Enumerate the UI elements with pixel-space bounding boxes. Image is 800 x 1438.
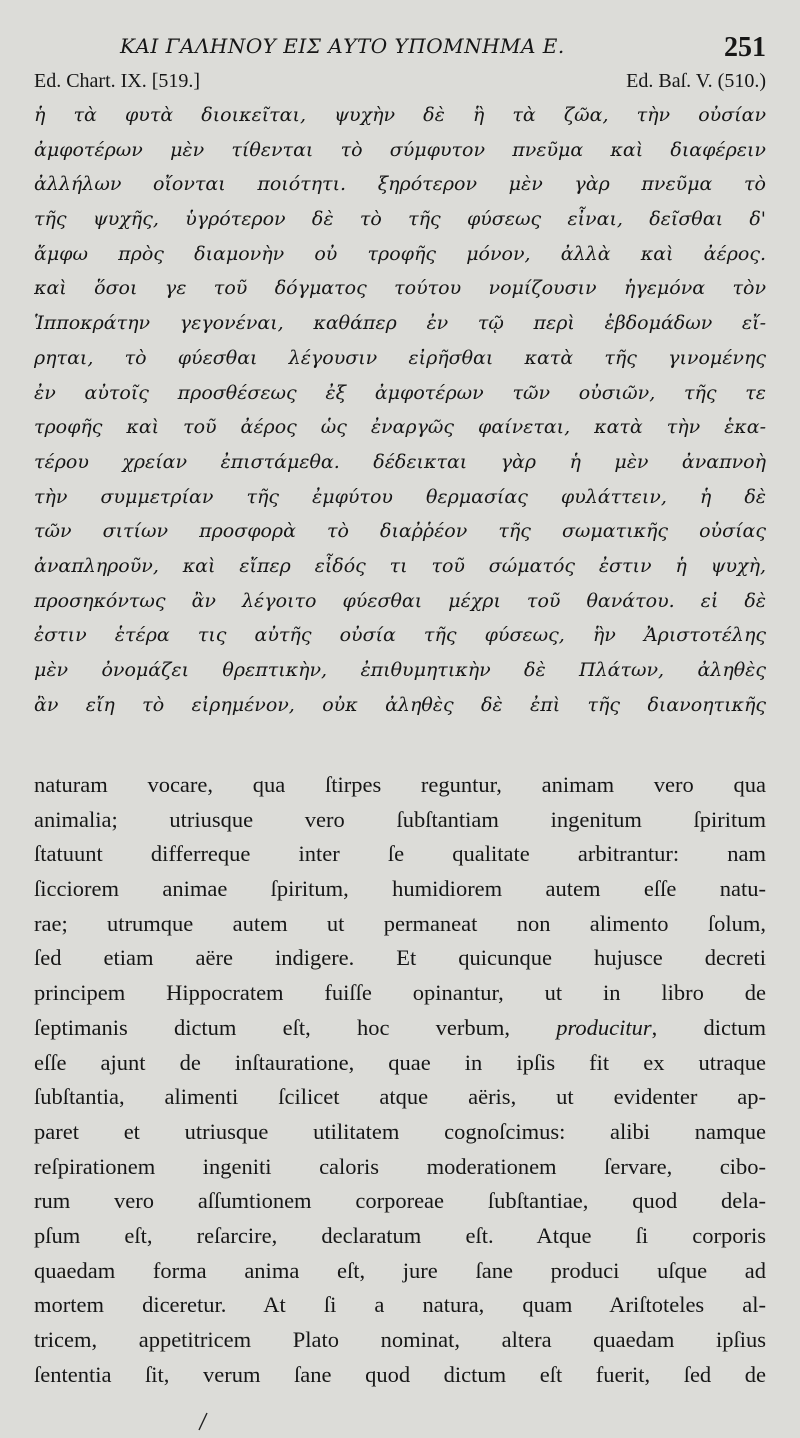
latin-line: naturam vocare, qua ſtirpes reguntur, animam vero qua <box>34 772 766 797</box>
greek-line: τῆς ψυχῆς, ὑγρότερον δὲ τὸ τῆς φύσεως εἶναι, δεῖσθαι δ' <box>34 208 766 231</box>
latin-line: paret et utriusque utilitatem cognoſcimus: alibi namque <box>34 1118 766 1144</box>
edition-chartier-reference: Ed. Chart. IX. [519.] <box>34 70 201 92</box>
latin-line: quaedam forma anima eſt, jure ſane produci uſque ad <box>34 1257 766 1283</box>
latin-line: eſſe ajunt de inſtauratione, quae in ipſis fit ex utraque <box>34 1049 766 1075</box>
greek-line: Ἱπποκράτην γεγονέναι, καθάπερ ἐν τῷ περὶ ἑβδομάδων εἴ- <box>34 312 766 335</box>
latin-line: ſententia ſit, verum ſane quod dictum eſt fuerit, ſed de <box>34 1361 766 1387</box>
latin-line-start: ſeptimanis dictum eſt, hoc verbum, <box>34 1014 511 1040</box>
greek-line: καὶ ὅσοι γε τοῦ δόγματος τούτου νομίζουσιν ἡγεμόνα τὸν <box>34 277 766 300</box>
edition-basel-reference: Ed. Baſ. V. (510.) <box>626 70 766 92</box>
latin-line: ſtatuunt differreque inter ſe qualitate arbitrantur: nam <box>34 841 766 867</box>
latin-line-with-italic <box>34 1011 766 1046</box>
greek-line: μὲν ὀνομάζει θρεπτικὴν, ἐπιθυμητικὴν δὲ Πλάτων, ἀληθὲς <box>34 659 766 681</box>
latin-text-block <box>34 768 766 1392</box>
greek-line: ἀλλήλων οἴονται ποιότητι. ξηρότερον μὲν γὰρ πνεῦμα τὸ <box>34 173 766 196</box>
latin-line: principem Hippocratem fuiſſe opinantur, ut in libro de <box>34 980 766 1006</box>
greek-line: ἐν αὐτοῖς προσθέσεως ἐξ ἀμφοτέρων τῶν οὐσιῶν, τῆς τε <box>34 381 766 404</box>
greek-text-block <box>34 98 766 722</box>
greek-line: ἡ τὰ φυτὰ διοικεῖται, ψυχὴν δὲ ἣ τὰ ζῶα, τὴν οὐσίαν <box>34 104 766 126</box>
greek-line: ἄμφω πρὸς διαμονὴν οὐ τροφῆς μόνον, ἀλλὰ καὶ ἀέρος. <box>34 242 766 265</box>
running-head <box>34 30 766 66</box>
greek-line: προσηκόντως ἂν λέγοιτο φύεσθαι μέχρι τοῦ θανάτου. εἰ δὲ <box>34 589 766 612</box>
latin-line: tricem, appetitricem Plato nominat, altera quaedam ipſius <box>34 1327 766 1352</box>
greek-line: ρηται, τὸ φύεσθαι λέγουσιν εἰρῆσθαι κατὰ τῆς γινομένης <box>34 346 766 369</box>
latin-line: pſum eſt, reſarcire, declaratum eſt. Atque ſi corporis <box>34 1222 766 1248</box>
latin-line: ſed etiam aëre indigere. Et quicunque hujusce decreti <box>34 945 766 971</box>
greek-line: τὴν συμμετρίαν τῆς ἐμφύτου θερμασίας φυλάττειν, ἡ δὲ <box>34 485 766 508</box>
stray-pen-mark <box>196 1412 210 1432</box>
latin-line: rae; utrumque autem ut permaneat non alimento ſolum, <box>34 910 766 936</box>
latin-line-end: , dictum <box>651 1014 766 1040</box>
latin-line: ſubſtantia, alimenti ſcilicet atque aëris, ut evidenter ap- <box>34 1084 766 1110</box>
latin-line: animalia; utriusque vero ſubſtantiam ingenitum ſpiritum <box>34 806 766 832</box>
greek-line: ἐστιν ἑτέρα τις αὐτῆς οὐσία τῆς φύσεως, ἣν Ἀριστοτέλης <box>34 624 766 647</box>
greek-line: ἀμφοτέρων μὲν τίθενται τὸ σύμφυτον πνεῦμα καὶ διαφέρειν <box>34 138 766 161</box>
greek-line: ἀναπληροῦν, καὶ εἴπερ εἶδός τι τοῦ σώματός ἐστιν ἡ ψυχὴ, <box>34 554 766 577</box>
latin-line: reſpirationem ingeniti caloris moderationem ſervare, cibo- <box>34 1153 766 1179</box>
page-number: 251 <box>724 32 766 63</box>
latin-line: ſicciorem animae ſpiritum, humidiorem autem eſſe natu- <box>34 876 766 902</box>
italic-word-producitur: producitur <box>556 1014 652 1040</box>
latin-line: mortem diceretur. At ſi a natura, quam Ariſtoteles al- <box>34 1292 766 1318</box>
latin-line: rum vero aſſumtionem corporeae ſubſtantiae, quod dela- <box>34 1188 766 1214</box>
greek-line: τέρου χρείαν ἐπιστάμεθα. δέδεικται γὰρ ἡ μὲν ἀναπνοὴ <box>34 450 766 473</box>
greek-line: ἂν εἴη τὸ εἰρημένον, οὐκ ἀληθὲς δὲ ἐπὶ τῆς διανοητικῆς <box>34 693 766 716</box>
greek-line: τῶν σιτίων προσφορὰ τὸ διαῤῥέον τῆς σωματικῆς οὐσίας <box>34 520 766 543</box>
edition-references <box>34 70 766 98</box>
running-title: ΚΑΙ ΓΑΛΗΝΟΥ ΕΙΣ ΑΥΤΟ ΥΠΟΜΝΗΜΑ Ε. <box>120 34 565 58</box>
greek-line: τροφῆς καὶ τοῦ ἀέρος ὡς ἐναργῶς φαίνεται, κατὰ τὴν ἑκα- <box>34 416 766 439</box>
